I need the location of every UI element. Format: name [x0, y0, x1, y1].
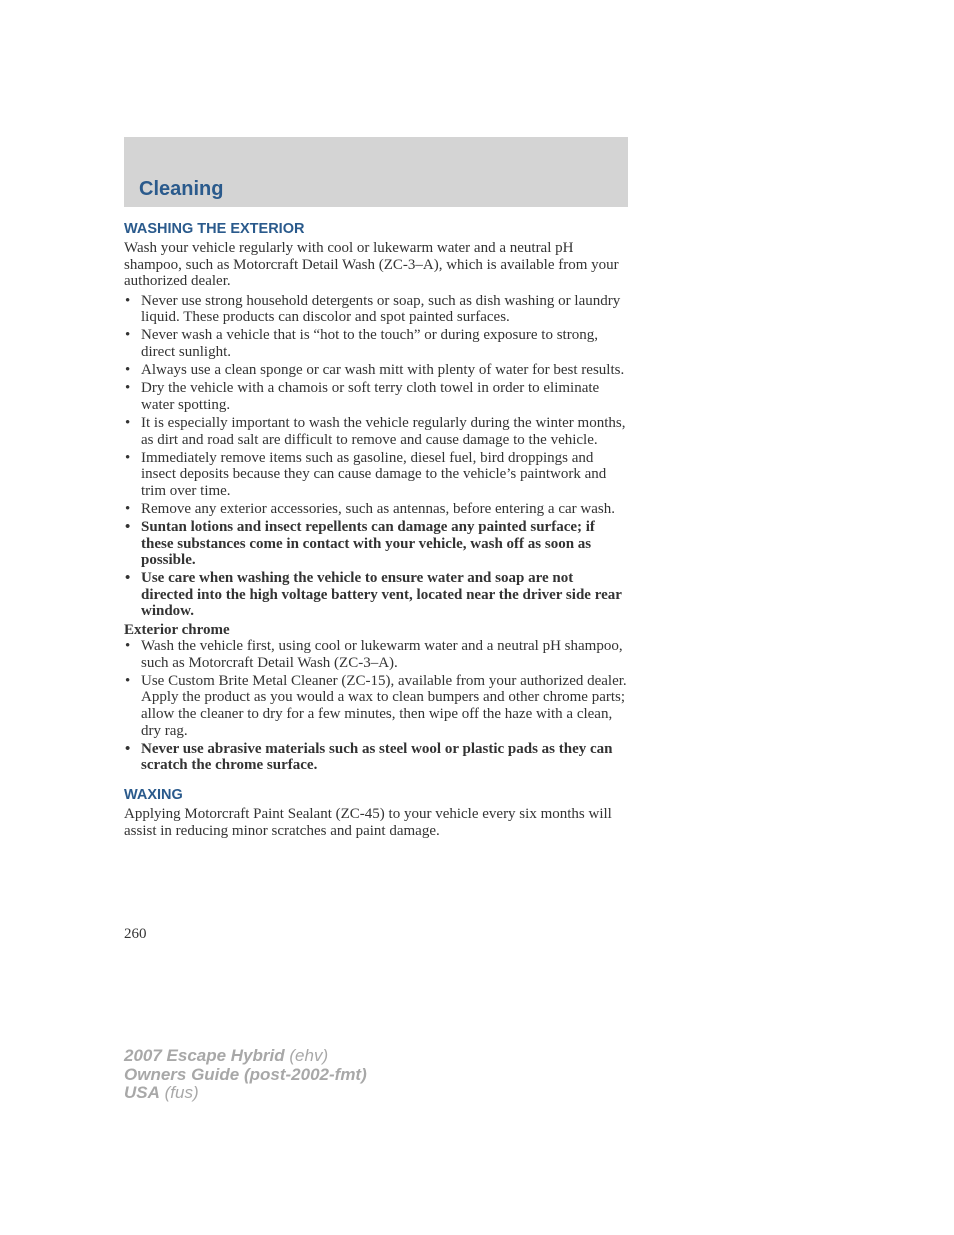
- bullet-icon: •: [125, 362, 131, 379]
- list-item: • Wash the vehicle first, using cool or lukewarm water and a neutral pH shampoo, such as Motorcraft Detail Wash (ZC-3–A).: [125, 638, 623, 671]
- bullet-icon: •: [125, 672, 131, 689]
- bullet-icon: •: [125, 292, 131, 309]
- page-content: [124, 221, 628, 843]
- waxing-text: Applying Motorcraft Paint Sealant (ZC-45) to your vehicle every six months will assist in reducing minor scratches and paint damage.: [124, 806, 612, 839]
- list-item: • Never wash a vehicle that is “hot to the touch” or during exposure to strong, direct sunlight.: [125, 327, 598, 361]
- warning-list-item: • Suntan lotions and insect repellents can damage any painted surface; if these substances come in contact with your vehicle, wash off as soon as possible.: [125, 519, 595, 569]
- washing-heading: WASHING THE EXTERIOR: [124, 221, 305, 237]
- list-item: • Use Custom Brite Metal Cleaner (ZC-15), available from your authorized dealer. Apply the product as you would a wax to clean bumpers and other chrome parts; allow the cleaner to dry for a few minutes, then wipe off the haze with a clean, dry rag.: [125, 672, 627, 739]
- bullet-icon: •: [125, 414, 131, 431]
- washing-bullet-list: [124, 293, 628, 620]
- bullet-icon: •: [125, 500, 131, 517]
- list-item: • Never use strong household detergents or soap, such as dish washing or laundry liquid. These products can discolor and spot painted surfaces.: [125, 292, 621, 326]
- list-item: • Dry the vehicle with a chamois or soft terry cloth towel in order to eliminate water spotting.: [125, 380, 600, 413]
- document-footer: [124, 1047, 367, 1103]
- list-item: • Remove any exterior accessories, such as antennas, before entering a car wash.: [125, 500, 615, 517]
- bullet-icon: •: [125, 380, 131, 397]
- bullet-icon: •: [125, 449, 131, 466]
- footer-line-guide: Owners Guide (post-2002-fmt): [124, 1064, 367, 1084]
- bullet-icon: •: [125, 519, 131, 535]
- list-item: • It is especially important to wash the vehicle regularly during the winter months, as dirt and road salt are difficult to remove and cause damage to the vehicle.: [125, 414, 626, 448]
- bullet-icon: •: [125, 740, 131, 757]
- warning-list-item: • Use care when washing the vehicle to ensure water and soap are not directed into the high voltage battery vent, located near the driver side rear window.: [125, 570, 622, 620]
- waxing-heading: WAXING: [124, 787, 183, 804]
- list-item: • Immediately remove items such as gasoline, diesel fuel, bird droppings and insect deposits because they can cause damage to the vehicle’s paintwork and trim over time.: [125, 449, 607, 499]
- bullet-icon: •: [125, 327, 131, 344]
- list-item: • Always use a clean sponge or car wash mitt with plenty of water for best results.: [125, 362, 625, 379]
- warning-list-item: • Never use abrasive materials such as steel wool or plastic pads as they can scratch the chrome surface.: [125, 740, 613, 774]
- bullet-icon: •: [125, 638, 131, 655]
- chrome-bullet-list: [124, 638, 628, 774]
- page-number: 260: [124, 926, 147, 942]
- section-title: Cleaning: [139, 178, 224, 200]
- section-header-band: [124, 137, 628, 207]
- bullet-icon: •: [125, 570, 131, 587]
- footer-line-model: 2007 Escape Hybrid (ehv): [124, 1046, 329, 1065]
- chrome-heading: Exterior chrome: [124, 621, 230, 638]
- washing-intro: Wash your vehicle regularly with cool or lukewarm water and a neutral pH shampoo, such as Motorcraft Detail Wash (ZC-3–A), which is available from your authorized dealer.: [124, 240, 619, 290]
- footer-line-market: USA (fus): [124, 1083, 199, 1102]
